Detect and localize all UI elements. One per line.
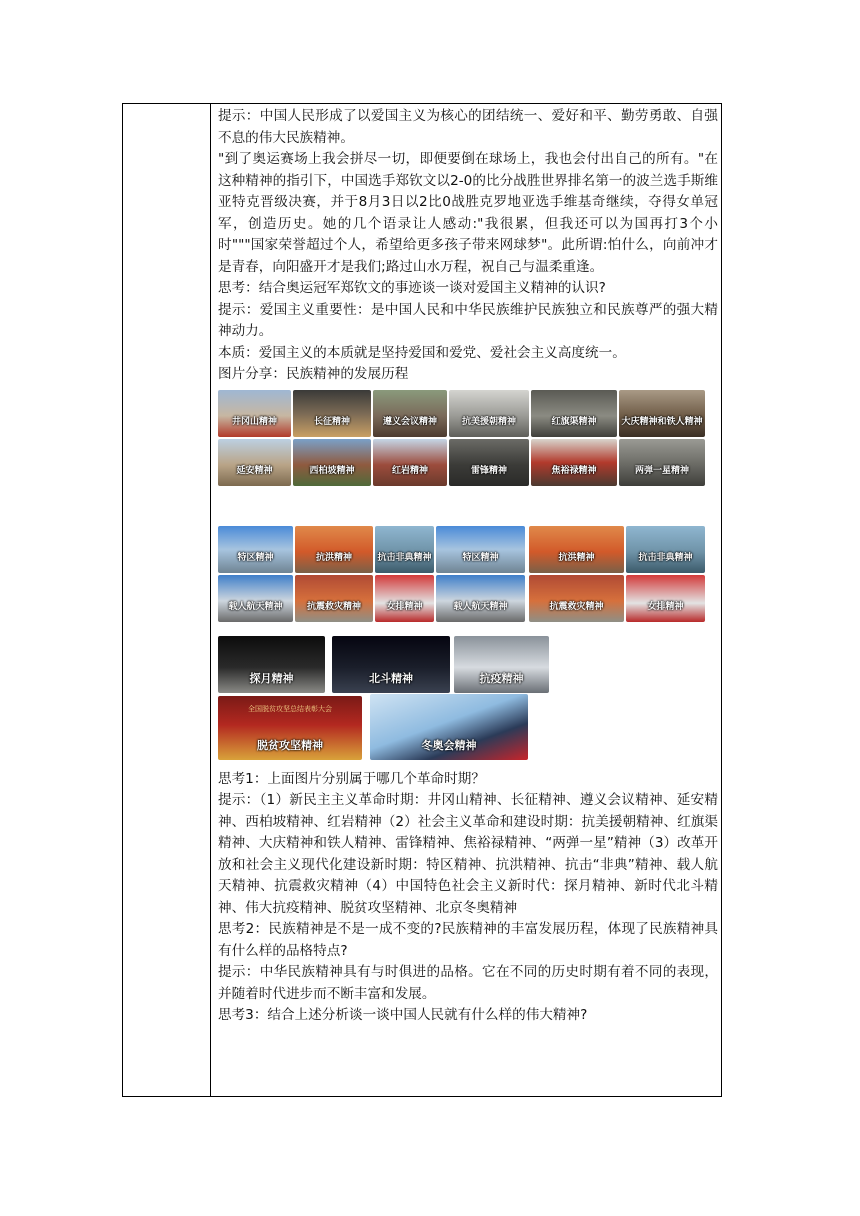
gallery-image bbox=[218, 575, 293, 622]
think-2-paragraph: 思考2：民族精神是不是一成不变的?民族精神的丰富发展历程，体现了民族精神具有什么样的品格特点? bbox=[218, 921, 718, 959]
gallery-caption: 脱贫攻坚精神 bbox=[257, 739, 323, 752]
gallery-caption: 两弹一星精神 bbox=[634, 466, 689, 476]
gallery-image bbox=[218, 439, 291, 486]
quote-paragraph: "到了奥运赛场上我会拼尽一切，即便要倒在球场上，我也会付出自己的所有。"在这种精神的指引下，中国选手郑钦文以2-0的比分战胜世界排名第一的波兰选手斯维亚特克晋级决赛，并于8月3日以2比0战胜克罗地亚选手维基奇继续，夺得女单冠军，创造历史。她的几个语录让人感动:"我很累，但我还可以为国再打3个小时"""国家荣誉超过个人，希望给更多孩子带来网球梦"。此所谓:怕什么，向前冲才是青春，向阳盛开才是我们;路过山水万程，祝自己与温柔重逢。 bbox=[218, 151, 718, 275]
gallery-caption: 大庆精神和铁人精神 bbox=[621, 417, 703, 427]
gallery-image bbox=[454, 636, 549, 693]
question-paragraph: 思考：结合奥运冠军郑钦文的事迹谈一谈对爱国主义精神的认识? bbox=[218, 280, 606, 296]
spirit-gallery bbox=[218, 386, 718, 769]
document-table bbox=[122, 103, 722, 1097]
gallery-image bbox=[295, 575, 373, 622]
gallery-image bbox=[449, 439, 529, 486]
gallery-heading: 图片分享：民族精神的发展历程 bbox=[218, 366, 409, 382]
gallery-image bbox=[293, 390, 371, 437]
gallery-image bbox=[332, 636, 450, 693]
hint-periods-paragraph: 提示：（1）新民主主义革命时期：井冈山精神、长征精神、遵义会议精神、延安精神、西柏坡精神、红岩精神（2）社会主义革命和建设时期：抗美援朝精神、红旗渠精神、大庆精神和铁人精神、雷锋精神、焦裕禄精神、“两弹一星”精神（3）改革开放和社会主义现代化建设新时期：特区精神、抗洪精神、抗击“非典”精神、载人航天精神、抗震救灾精神（4）中国特色社会主义新时代：探月精神、新时代北斗精神、伟大抗疫精神、脱贫攻坚精神、北京冬奥精神 bbox=[218, 792, 718, 916]
gallery-caption: 抗疫精神 bbox=[479, 672, 524, 685]
gallery-image bbox=[436, 575, 525, 622]
gallery-image bbox=[436, 526, 525, 573]
gallery-image bbox=[218, 390, 291, 437]
gallery-caption: 特区精神 bbox=[462, 553, 499, 563]
think-1-paragraph: 思考1：上面图片分别属于哪几个革命时期？ bbox=[218, 770, 485, 787]
gallery-image bbox=[619, 390, 705, 437]
gallery-image bbox=[218, 696, 362, 760]
gallery-image bbox=[531, 439, 617, 486]
gallery-caption: 抗洪精神 bbox=[315, 553, 352, 563]
gallery-image bbox=[531, 390, 617, 437]
gallery-caption: 女排精神 bbox=[386, 602, 423, 612]
gallery-caption: 抗击非典精神 bbox=[377, 553, 432, 563]
gallery-caption: 女排精神 bbox=[647, 602, 684, 612]
gallery-caption: 载人航天精神 bbox=[453, 602, 508, 612]
gallery-caption: 抗震救灾精神 bbox=[549, 602, 604, 612]
gallery-caption: 北斗精神 bbox=[369, 672, 413, 685]
gallery-image bbox=[529, 575, 624, 622]
gallery-image bbox=[375, 575, 434, 622]
gallery-caption: 遵义会议精神 bbox=[382, 417, 437, 427]
gallery-image bbox=[373, 390, 447, 437]
hint-character-paragraph: 提示：中华民族精神具有与时俱进的品格。它在不同的历史时期有着不同的表现，并随着时代进步而不断丰富和发展。 bbox=[218, 964, 718, 1002]
gallery-image bbox=[529, 526, 624, 573]
gallery-image bbox=[370, 694, 528, 760]
gallery-image bbox=[375, 526, 434, 573]
gallery-caption: 抗洪精神 bbox=[558, 553, 595, 563]
column-divider bbox=[210, 104, 211, 1096]
gallery-image bbox=[619, 439, 705, 486]
gallery-caption: 长征精神 bbox=[313, 417, 350, 427]
gallery-image bbox=[626, 575, 705, 622]
gallery-caption: 探月精神 bbox=[249, 672, 294, 685]
gallery-image bbox=[293, 439, 371, 486]
gallery-image bbox=[626, 526, 705, 573]
gallery-caption: 红岩精神 bbox=[391, 466, 428, 476]
gallery-caption: 抗震救灾精神 bbox=[306, 602, 361, 612]
think-3-paragraph: 思考3：结合上述分析谈一谈中国人民就有什么样的伟大精神? bbox=[218, 1007, 588, 1023]
gallery-caption: 延安精神 bbox=[236, 466, 273, 476]
gallery-caption: 红旗渠精神 bbox=[551, 417, 597, 427]
gallery-caption: 西柏坡精神 bbox=[309, 466, 355, 476]
gallery-caption: 井冈山精神 bbox=[231, 417, 277, 427]
gallery-image bbox=[218, 526, 293, 573]
content-cell bbox=[218, 106, 718, 1027]
gallery-caption: 抗击非典精神 bbox=[638, 553, 693, 563]
gallery-image bbox=[218, 636, 325, 693]
poster-banner: 全国脱贫攻坚总结表彰大会 bbox=[248, 704, 332, 713]
essence-paragraph: 本质：爱国主义的本质就是坚持爱国和爱党、爱社会主义高度统一。 bbox=[218, 344, 626, 361]
gallery-caption: 冬奥会精神 bbox=[421, 739, 477, 752]
gallery-image bbox=[295, 526, 373, 573]
gallery-caption: 雷锋精神 bbox=[470, 466, 507, 476]
hint-paragraph-1: 提示：中国人民形成了以爱国主义为核心的团结统一、爱好和平、勤劳勇敢、自强不息的伟大民族精神。 bbox=[218, 108, 718, 146]
gallery-caption: 载人航天精神 bbox=[228, 602, 283, 612]
gallery-image bbox=[449, 390, 529, 437]
gallery-caption: 特区精神 bbox=[237, 553, 274, 563]
gallery-caption: 焦裕禄精神 bbox=[551, 466, 597, 476]
hint-paragraph-2: 提示：爱国主义重要性：是中国人民和中华民族维护民族独立和民族尊严的强大精神动力。 bbox=[218, 301, 718, 339]
gallery-caption: 抗美援朝精神 bbox=[461, 417, 516, 427]
gallery-image bbox=[373, 439, 447, 486]
